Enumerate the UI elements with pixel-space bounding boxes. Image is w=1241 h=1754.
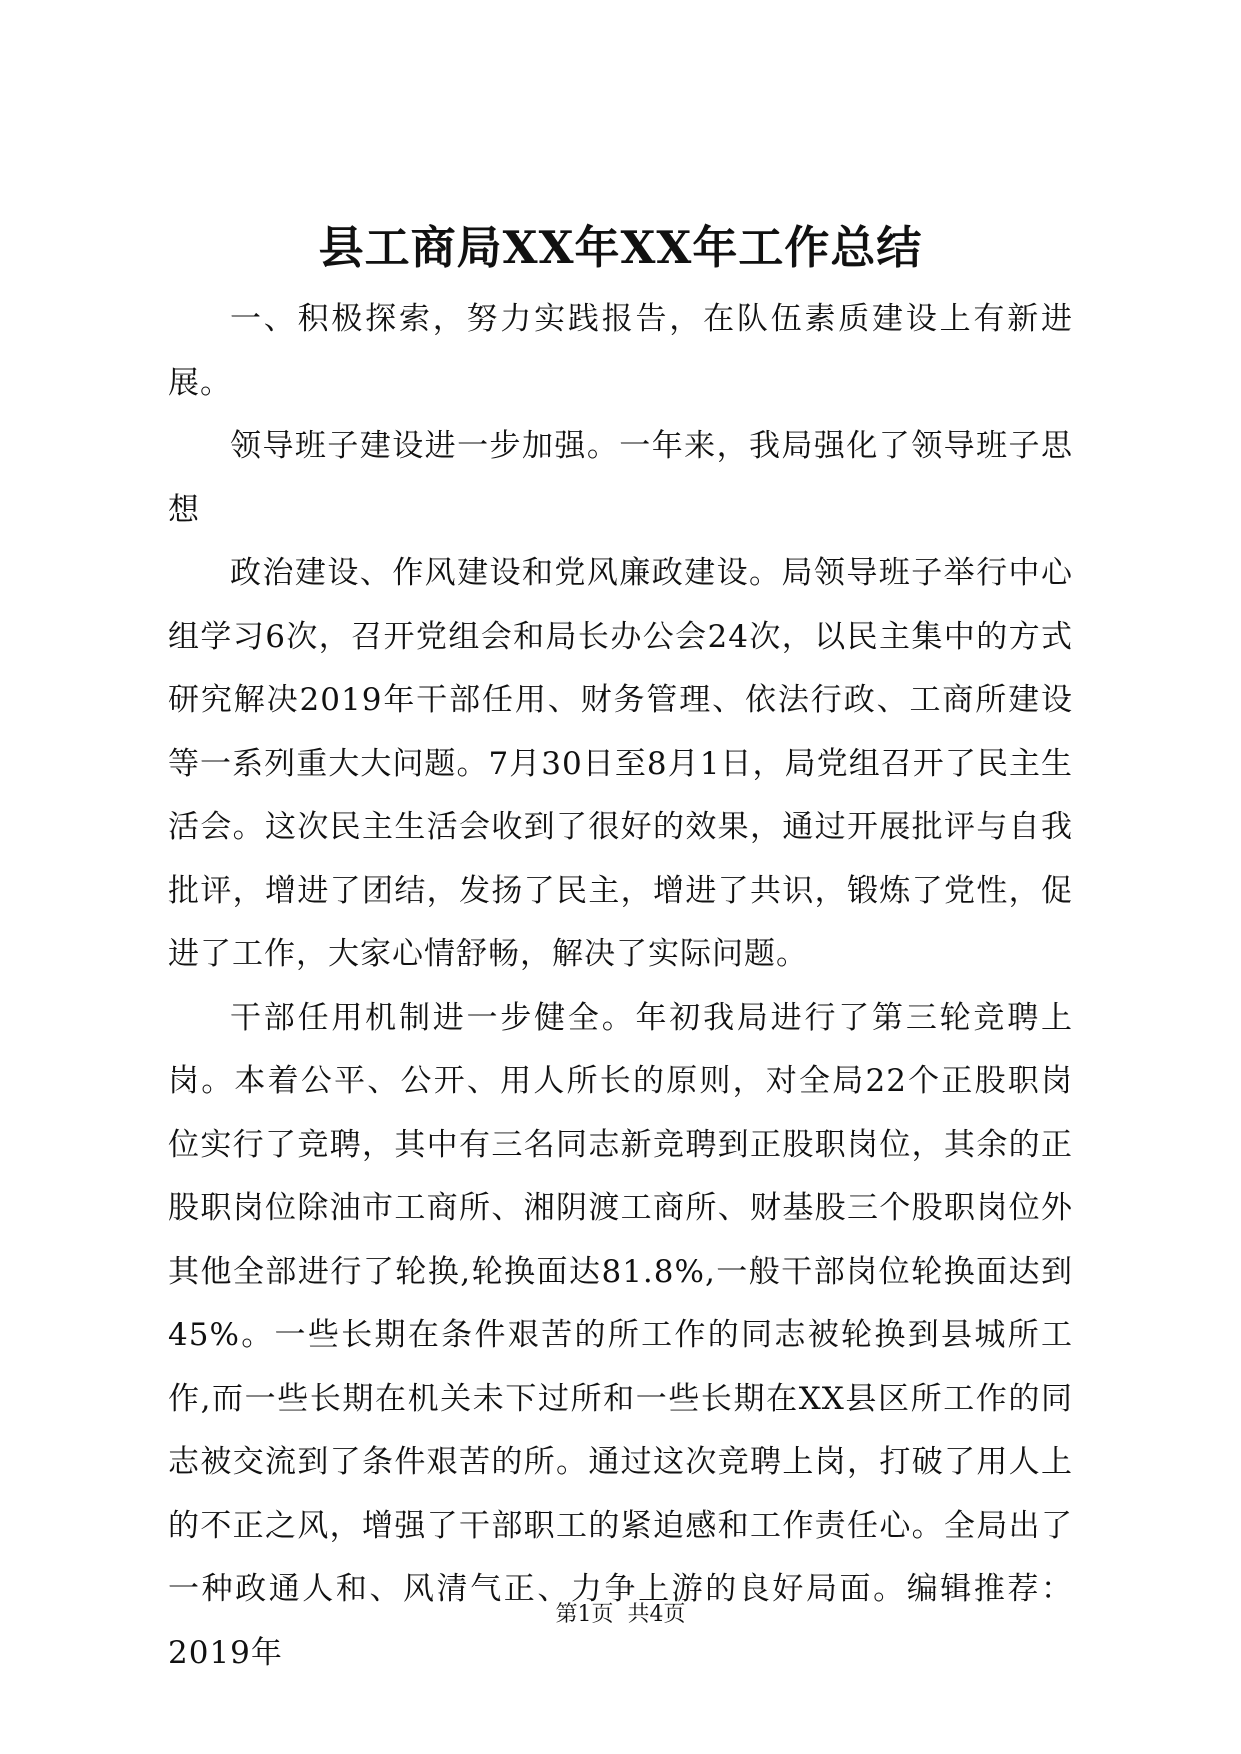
paragraph: 干部任用机制进一步健全。年初我局进行了第三轮竞聘上岗。本着公平、公开、用人所长的原则，对全局22个正股职岗位实行了竞聘，其中有三名同志新竞聘到正股职岗位，其余的正股职岗位除油市工商所、湘阴渡工商所、财基股三个股职岗位外其他全部进行了轮换,轮换面达81.8%,一般干部岗位轮换面达到45%。一些长期在条件艰苦的所工作的同志被轮换到县城所工作,而一些长期在机关未下过所和一些长期在XX县区所工作的同志被交流到了条件艰苦的所。通过这次竞聘上岗，打破了用人上的不正之风，增强了干部职工的紧迫感和工作责任心。全局出了一种政通人和、风清气正、力争上游的良好局面。编辑推荐：2019年 bbox=[168, 999, 1073, 1671]
page-number: 第1页 bbox=[555, 1602, 614, 1627]
page-footer bbox=[0, 1600, 1241, 1630]
paragraph: 一、积极探索，努力实践报告，在队伍素质建设上有新进展。 bbox=[168, 301, 1073, 401]
paragraph: 领导班子建设进一步加强。一年来，我局强化了领导班子思想 bbox=[168, 428, 1073, 528]
paragraph: 政治建设、作风建设和党风廉政建设。局领导班子举行中心组学习6次，召开党组会和局长办公会24次，以民主集中的方式研究解决2019年干部任用、财务管理、依法行政、工商所建设等一系列重大大问题。7月30日至8月1日，局党组召开了民主生活会。这次民主生活会收到了很好的效果，通过开展批评与自我批评，增进了团结，发扬了民主，增进了共识，锻炼了党性，促进了工作，大家心情舒畅，解决了实际问题。 bbox=[168, 555, 1073, 972]
page-total: 共4页 bbox=[627, 1602, 686, 1627]
document-title: 县工商局XX年XX年工作总结 bbox=[318, 221, 923, 274]
document-body bbox=[168, 288, 1073, 1685]
